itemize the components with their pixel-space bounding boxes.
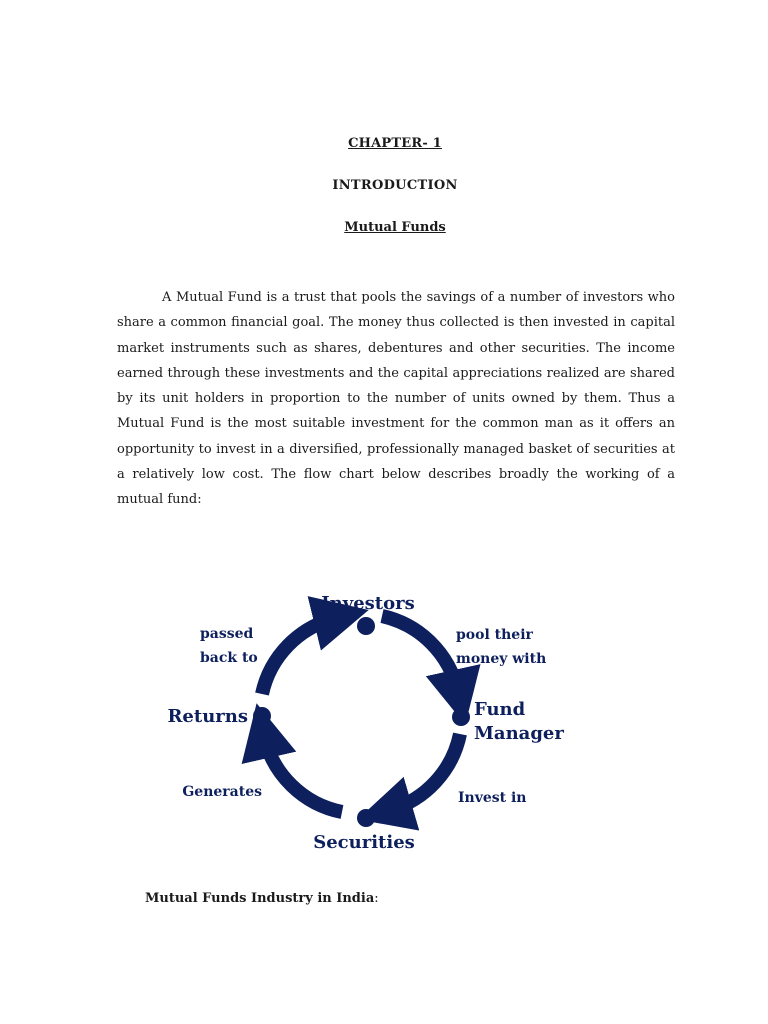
body-paragraph: A Mutual Fund is a trust that pools the savings of a number of investors who share a common financial goal. The money thus collected is then invested in capital market instruments such as shares, debentures and other securities. The income earned through these investments and the capital appreciations realized are shared by its unit holders in proportion to the number of units owned by them. Thus a Mutual Fund is the most suitable investment for the common man as it offers an opportunity to invest in a diversified, professionally managed basket of securities at a relatively low cost. The flow chart below describes broadly the working of a mutual fund: bbox=[117, 290, 675, 508]
arc-investors-to-manager bbox=[382, 616, 458, 692]
section-heading-text: Mutual Funds Industry in India bbox=[145, 891, 375, 906]
chapter-heading: CHAPTER- 1 bbox=[348, 136, 442, 151]
arc-manager-to-securities bbox=[390, 734, 460, 810]
section-heading-colon: : bbox=[374, 891, 379, 906]
section-heading-industry-india bbox=[145, 891, 379, 906]
arc-returns-to-investors bbox=[262, 618, 336, 694]
edge-label-money-with: money with bbox=[456, 651, 547, 667]
mutual-fund-cycle-diagram bbox=[160, 582, 580, 862]
node-label-fund: Fund bbox=[474, 699, 526, 720]
node-label-securities: Securities bbox=[313, 832, 415, 853]
arc-securities-to-returns bbox=[264, 736, 342, 812]
introduction-heading: INTRODUCTION bbox=[332, 178, 458, 193]
cycle-diagram-svg bbox=[160, 582, 580, 862]
edge-label-passed: passed bbox=[200, 626, 254, 642]
edge-label-pool-their: pool their bbox=[456, 627, 533, 643]
node-label-investors: Investors bbox=[321, 593, 415, 614]
edge-label-back-to: back to bbox=[200, 650, 258, 666]
edge-label-invest-in: Invest in bbox=[458, 790, 527, 806]
node-dot-securities bbox=[357, 809, 375, 827]
node-label-returns: Returns bbox=[167, 706, 248, 727]
section-subtitle: Mutual Funds bbox=[344, 220, 446, 235]
node-dot-investors bbox=[357, 617, 375, 635]
edge-label-generates: Generates bbox=[182, 784, 262, 800]
node-label-manager: Manager bbox=[474, 723, 564, 744]
node-dot-returns bbox=[253, 707, 271, 725]
node-dot-fund-manager bbox=[452, 708, 470, 726]
